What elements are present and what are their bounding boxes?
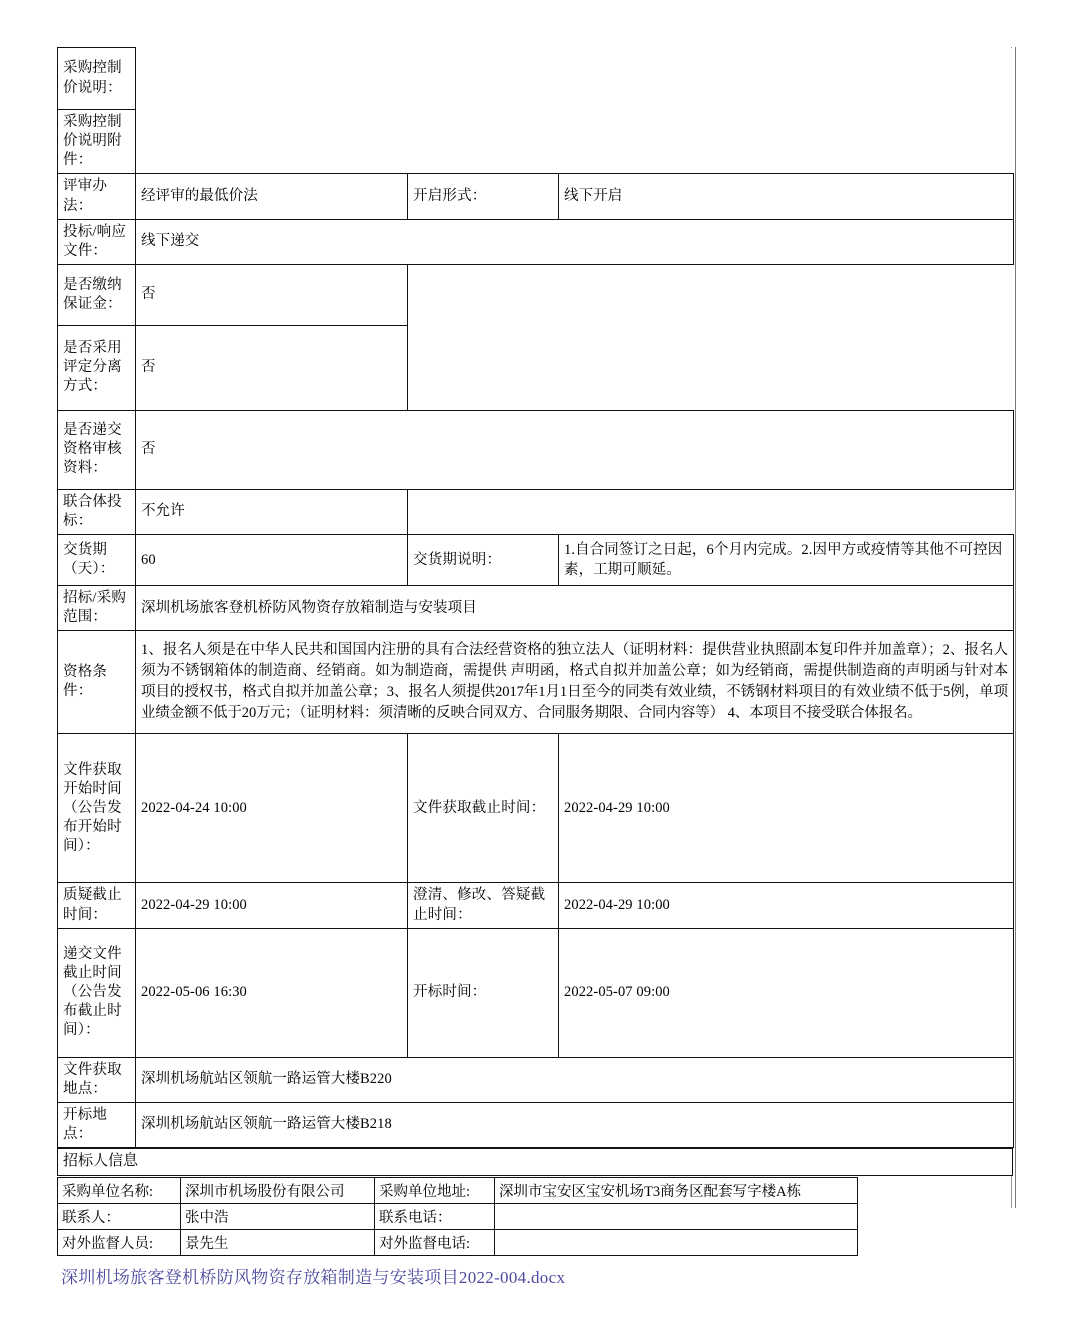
value-delivery-days: 60 (136, 535, 408, 586)
table-row-bid-response-doc (58, 219, 1014, 264)
value-bid-open-time: 2022-05-07 09:00 (559, 928, 1014, 1057)
value-qualification: 1、报名人须是在中华人民共和国国内注册的具有合法经营资格的独立法人（证明材料：提供营业执照副本复印件并加盖章）；2、报名人须为不锈钢箱体的制造商、经销商。如为制造商，需提供 声明函，格式自拟并加盖公章；如为经销商，需提供制造商的声明函与针对本项目的授权书，格式自拟并加盖公章；3、报名人须提供2017年1月1日至今的同类有效业绩，不锈钢材料项目的有效业绩不低于5例，单项业绩金额不低于20万元；（证明材料：须清晰的反映合同双方、合同服务期限、合同内容等） 4、本项目不接受联合体报名。 (136, 631, 1014, 734)
table-row-doc-get-place (58, 1057, 1014, 1102)
label-bid-open-time: 开标时间： (408, 928, 559, 1057)
attachment-file-link[interactable]: 深圳机场旅客登机桥防风物资存放箱制造与安装项目2022-004.docx (61, 1267, 566, 1287)
value-score-separation: 否 (136, 325, 408, 410)
label-supervisor-person: 对外监督人员: (58, 1229, 181, 1255)
label-bid-open-place: 开标地点： (58, 1102, 136, 1147)
value-bid-response-doc: 线下递交 (136, 219, 1014, 264)
label-contact-phone: 联系电话： (375, 1203, 495, 1229)
value-control-price-attachment (136, 110, 1014, 174)
table-row-score-separation (58, 325, 1014, 410)
table-row-submit-open (58, 928, 1014, 1057)
value-doc-get-place: 深圳机场航站区领航一路运管大楼B220 (136, 1057, 1014, 1102)
label-delivery-note: 交货期说明： (408, 535, 559, 586)
label-doc-get-place: 文件获取地点： (58, 1057, 136, 1102)
value-purchaser-name: 深圳市机场股份有限公司 (181, 1177, 375, 1203)
value-review-method: 经评审的最低价法 (136, 174, 408, 219)
value-purchaser-address: 深圳市宝安区宝安机场T3商务区配套写字楼A栋 (495, 1177, 858, 1203)
label-open-form: 开启形式： (408, 174, 559, 219)
label-submit-end: 递交文件截止时间（公告发布截止时间）： (58, 928, 136, 1057)
table-row-doc-get-time (58, 734, 1014, 883)
spacer-consortium (408, 489, 1014, 534)
table-row-delivery (58, 535, 1014, 586)
bidder-section-title: 招标人信息 (58, 1149, 1013, 1176)
table-row-scope (58, 586, 1014, 631)
bidder-section-heading-table (57, 1148, 1013, 1176)
label-supervisor-phone: 对外监督电话: (375, 1229, 495, 1255)
table-row-deposit (58, 264, 1014, 325)
value-bid-open-place: 深圳机场航站区领航一路运管大楼B218 (136, 1102, 1014, 1147)
value-contact-phone (495, 1203, 858, 1229)
table-row-consortium (58, 489, 1014, 534)
table-row-qualification (58, 631, 1014, 734)
label-bid-response-doc: 投标/响应文件： (58, 219, 136, 264)
label-control-price-note: 采购控制价说明： (58, 48, 136, 110)
label-doc-get-start: 文件获取开始时间（公告发布开始时间）： (58, 734, 136, 883)
table-row-control-price-attachment (58, 110, 1014, 174)
spacer-deposit (408, 264, 1014, 325)
label-qualification-review: 是否递交资格审核资料： (58, 410, 136, 489)
label-control-price-attachment: 采购控制价说明附件： (58, 110, 136, 174)
value-supervisor-phone (495, 1229, 858, 1255)
table-row-bid-open-place (58, 1102, 1014, 1147)
label-consortium: 联合体投标： (58, 489, 136, 534)
value-contact-person: 张中浩 (181, 1203, 375, 1229)
table-row-contact (58, 1203, 858, 1229)
table-row-control-price-note (58, 48, 1014, 110)
spacer-score-separation (408, 325, 1014, 410)
table-row-review-method (58, 174, 1014, 219)
tender-details-table (57, 47, 1014, 1148)
tender-notice-table-wrapper (57, 47, 1013, 1288)
value-consortium: 不允许 (136, 489, 408, 534)
label-purchaser-name: 采购单位名称: (58, 1177, 181, 1203)
label-scope: 招标/采购范围： (58, 586, 136, 631)
table-row-query-clarify (58, 883, 1014, 928)
value-doc-get-start: 2022-04-24 10:00 (136, 734, 408, 883)
table-row-purchaser (58, 1177, 858, 1203)
value-open-form: 线下开启 (559, 174, 1014, 219)
section-heading-row (58, 1149, 1013, 1176)
value-clarify-end: 2022-04-29 10:00 (559, 883, 1014, 928)
label-purchaser-address: 采购单位地址: (375, 1177, 495, 1203)
value-delivery-note: 1.自合同签订之日起，6个月内完成。2.因甲方或疫情等其他不可控因素，工期可顺延。 (559, 535, 1014, 586)
table-row-supervisor (58, 1229, 858, 1255)
bidder-info-table (57, 1177, 858, 1256)
label-qualification: 资格条件： (58, 631, 136, 734)
label-deposit: 是否缴纳保证金： (58, 264, 136, 325)
value-deposit: 否 (136, 264, 408, 325)
value-qualification-review: 否 (136, 410, 1014, 489)
label-score-separation: 是否采用评定分离方式： (58, 325, 136, 410)
value-scope: 深圳机场旅客登机桥防风物资存放箱制造与安装项目 (136, 586, 1014, 631)
label-delivery-days: 交货期（天）： (58, 535, 136, 586)
value-submit-end: 2022-05-06 16:30 (136, 928, 408, 1057)
label-doc-get-end: 文件获取截止时间： (408, 734, 559, 883)
table-row-qualification-review (58, 410, 1014, 489)
value-doc-get-end: 2022-04-29 10:00 (559, 734, 1014, 883)
label-query-end: 质疑截止时间： (58, 883, 136, 928)
value-control-price-note (136, 48, 1014, 110)
label-review-method: 评审办法： (58, 174, 136, 219)
value-supervisor-person: 景先生 (181, 1229, 375, 1255)
label-contact-person: 联系人： (58, 1203, 181, 1229)
label-clarify-end: 澄清、修改、答疑截止时间： (408, 883, 559, 928)
value-query-end: 2022-04-29 10:00 (136, 883, 408, 928)
